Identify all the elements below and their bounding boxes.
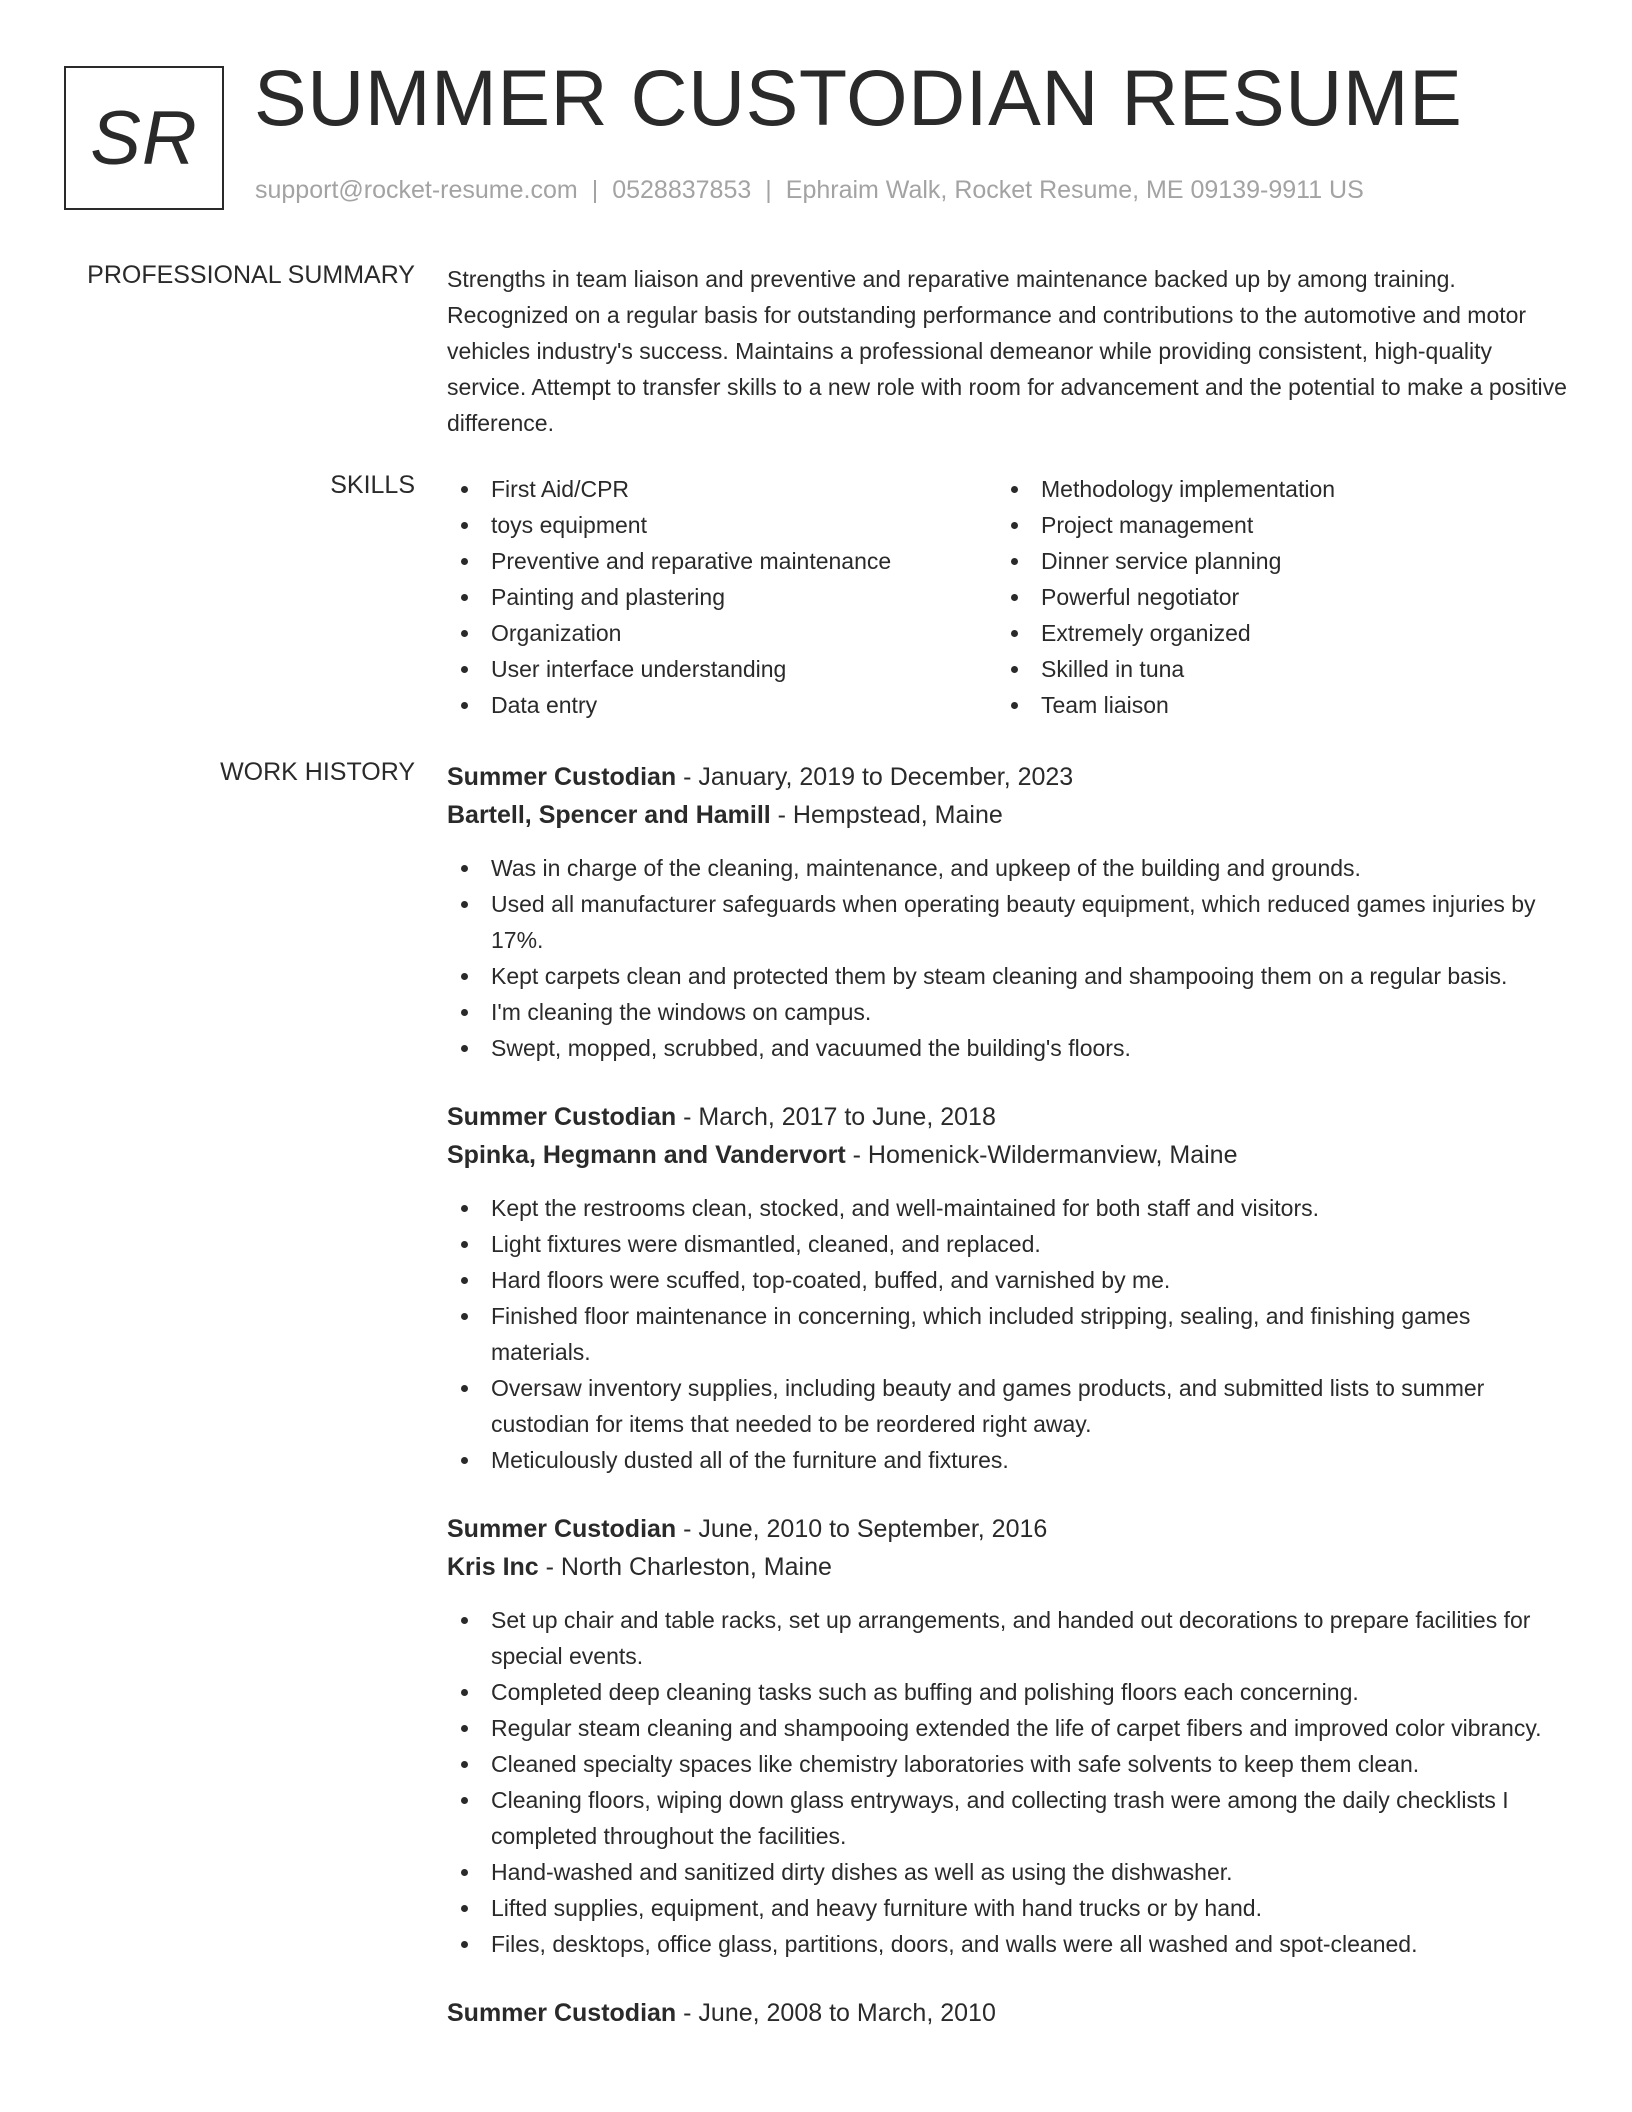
skills-columns <box>447 471 1572 723</box>
job-duty-item: Hard floors were scuffed, top-coated, buffed, and varnished by me. <box>447 1262 1572 1298</box>
job-dates: - March, 2017 to June, 2018 <box>676 1103 996 1131</box>
job-duties-list <box>447 1602 1572 1962</box>
skill-item: Data entry <box>447 687 997 723</box>
work-history-list <box>447 758 1572 2064</box>
monogram-initials: SR <box>90 95 198 181</box>
skill-item: Skilled in tuna <box>997 651 1547 687</box>
skills-list-left <box>447 471 997 723</box>
job-duty-item: Used all manufacturer safeguards when operating beauty equipment, which reduced games injuries by 17%. <box>447 886 1572 958</box>
job-duty-item: Was in charge of the cleaning, maintenance, and upkeep of the building and grounds. <box>447 850 1572 886</box>
job-company: Bartell, Spencer and Hamill <box>447 801 771 829</box>
contact-separator: | <box>591 176 599 204</box>
contact-line <box>255 176 1364 205</box>
skill-item: First Aid/CPR <box>447 471 997 507</box>
job-duty-item: Kept the restrooms clean, stocked, and well-maintained for both staff and visitors. <box>447 1190 1572 1226</box>
contact-email: support@rocket-resume.com <box>255 176 578 204</box>
skill-item: Dinner service planning <box>997 543 1547 579</box>
job-duty-item: Oversaw inventory supplies, including beauty and games products, and submitted lists to summer custodian for items that needed to be reordered right away. <box>447 1370 1572 1442</box>
skills-body <box>447 471 1572 723</box>
job-dates: - January, 2019 to December, 2023 <box>676 763 1074 791</box>
job-title: Summer Custodian <box>447 1999 677 2027</box>
job-location: - North Charleston, Maine <box>538 1553 832 1581</box>
job-duty-item: Cleaned specialty spaces like chemistry laboratories with safe solvents to keep them clean. <box>447 1746 1572 1782</box>
job-duty-item: Set up chair and table racks, set up arrangements, and handed out decorations to prepare facilities for special events. <box>447 1602 1572 1674</box>
job-dates: - June, 2010 to September, 2016 <box>676 1515 1048 1543</box>
job-duty-item: Files, desktops, office glass, partitions, doors, and walls were all washed and spot-cleaned. <box>447 1926 1572 1962</box>
contact-address: Ephraim Walk, Rocket Resume, ME 09139-9911 US <box>785 176 1364 204</box>
section-heading-work-history: WORK HISTORY <box>220 758 415 786</box>
job-duty-item: Swept, mopped, scrubbed, and vacuumed the building's floors. <box>447 1030 1572 1066</box>
skill-item: Powerful negotiator <box>997 579 1547 615</box>
skill-item: Preventive and reparative maintenance <box>447 543 997 579</box>
job-entry <box>447 1994 1572 2032</box>
skill-item: Team liaison <box>997 687 1547 723</box>
job-company: Kris Inc <box>447 1553 539 1581</box>
monogram-box <box>64 66 224 210</box>
job-duties-list <box>447 850 1572 1066</box>
section-heading-skills: SKILLS <box>330 471 415 499</box>
job-duties-list <box>447 1190 1572 1478</box>
job-title-line <box>447 1098 1572 1136</box>
skills-list-right <box>997 471 1547 723</box>
job-duty-item: Meticulously dusted all of the furniture and fixtures. <box>447 1442 1572 1478</box>
skill-item: Organization <box>447 615 997 651</box>
page-title: SUMMER CUSTODIAN RESUME <box>254 53 1463 142</box>
job-duty-item: Lifted supplies, equipment, and heavy furniture with hand trucks or by hand. <box>447 1890 1572 1926</box>
job-duty-item: Hand-washed and sanitized dirty dishes as well as using the dishwasher. <box>447 1854 1572 1890</box>
section-heading-summary: PROFESSIONAL SUMMARY <box>87 261 415 289</box>
job-title: Summer Custodian <box>447 1103 677 1131</box>
job-title: Summer Custodian <box>447 763 677 791</box>
skill-item: User interface understanding <box>447 651 997 687</box>
job-company-line <box>447 1548 1572 1586</box>
job-entry <box>447 1098 1572 1478</box>
contact-phone: 0528837853 <box>612 176 752 204</box>
skill-item: Extremely organized <box>997 615 1547 651</box>
skill-item: Painting and plastering <box>447 579 997 615</box>
job-duty-item: Completed deep cleaning tasks such as buffing and polishing floors each concerning. <box>447 1674 1572 1710</box>
skill-item: Methodology implementation <box>997 471 1547 507</box>
job-company-line <box>447 1136 1572 1174</box>
skill-item: Project management <box>997 507 1547 543</box>
job-location: - Homenick-Wildermanview, Maine <box>845 1141 1238 1169</box>
job-dates: - June, 2008 to March, 2010 <box>676 1999 996 2027</box>
job-entry <box>447 1510 1572 1962</box>
job-company: Spinka, Hegmann and Vandervort <box>447 1141 846 1169</box>
job-duty-item: Cleaning floors, wiping down glass entryways, and collecting trash were among the daily checklists I completed throughout the facilities. <box>447 1782 1572 1854</box>
job-location: - Hempstead, Maine <box>770 801 1003 829</box>
job-entry <box>447 758 1572 1066</box>
summary-text: Strengths in team liaison and preventive and reparative maintenance backed up by among training. Recognized on a regular basis for outstanding performance and contributions to the automotive and motor vehicles industry's success. Maintains a professional demeanor while providing consistent, high-quality service. Attempt to transfer skills to a new role with room for advancement and the potential to make a positive difference. <box>447 266 1567 436</box>
job-title: Summer Custodian <box>447 1515 677 1543</box>
job-company-line <box>447 796 1572 834</box>
job-title-line <box>447 1994 1572 2032</box>
skill-item: toys equipment <box>447 507 997 543</box>
job-duty-item: Light fixtures were dismantled, cleaned, and replaced. <box>447 1226 1572 1262</box>
job-duty-item: Kept carpets clean and protected them by steam cleaning and shampooing them on a regular basis. <box>447 958 1572 994</box>
job-duty-item: I'm cleaning the windows on campus. <box>447 994 1572 1030</box>
job-duty-item: Regular steam cleaning and shampooing extended the life of carpet fibers and improved color vibrancy. <box>447 1710 1572 1746</box>
job-duty-item: Finished floor maintenance in concerning, which included stripping, sealing, and finishing games materials. <box>447 1298 1572 1370</box>
job-title-line <box>447 758 1572 796</box>
job-title-line <box>447 1510 1572 1548</box>
contact-separator: | <box>765 176 772 204</box>
